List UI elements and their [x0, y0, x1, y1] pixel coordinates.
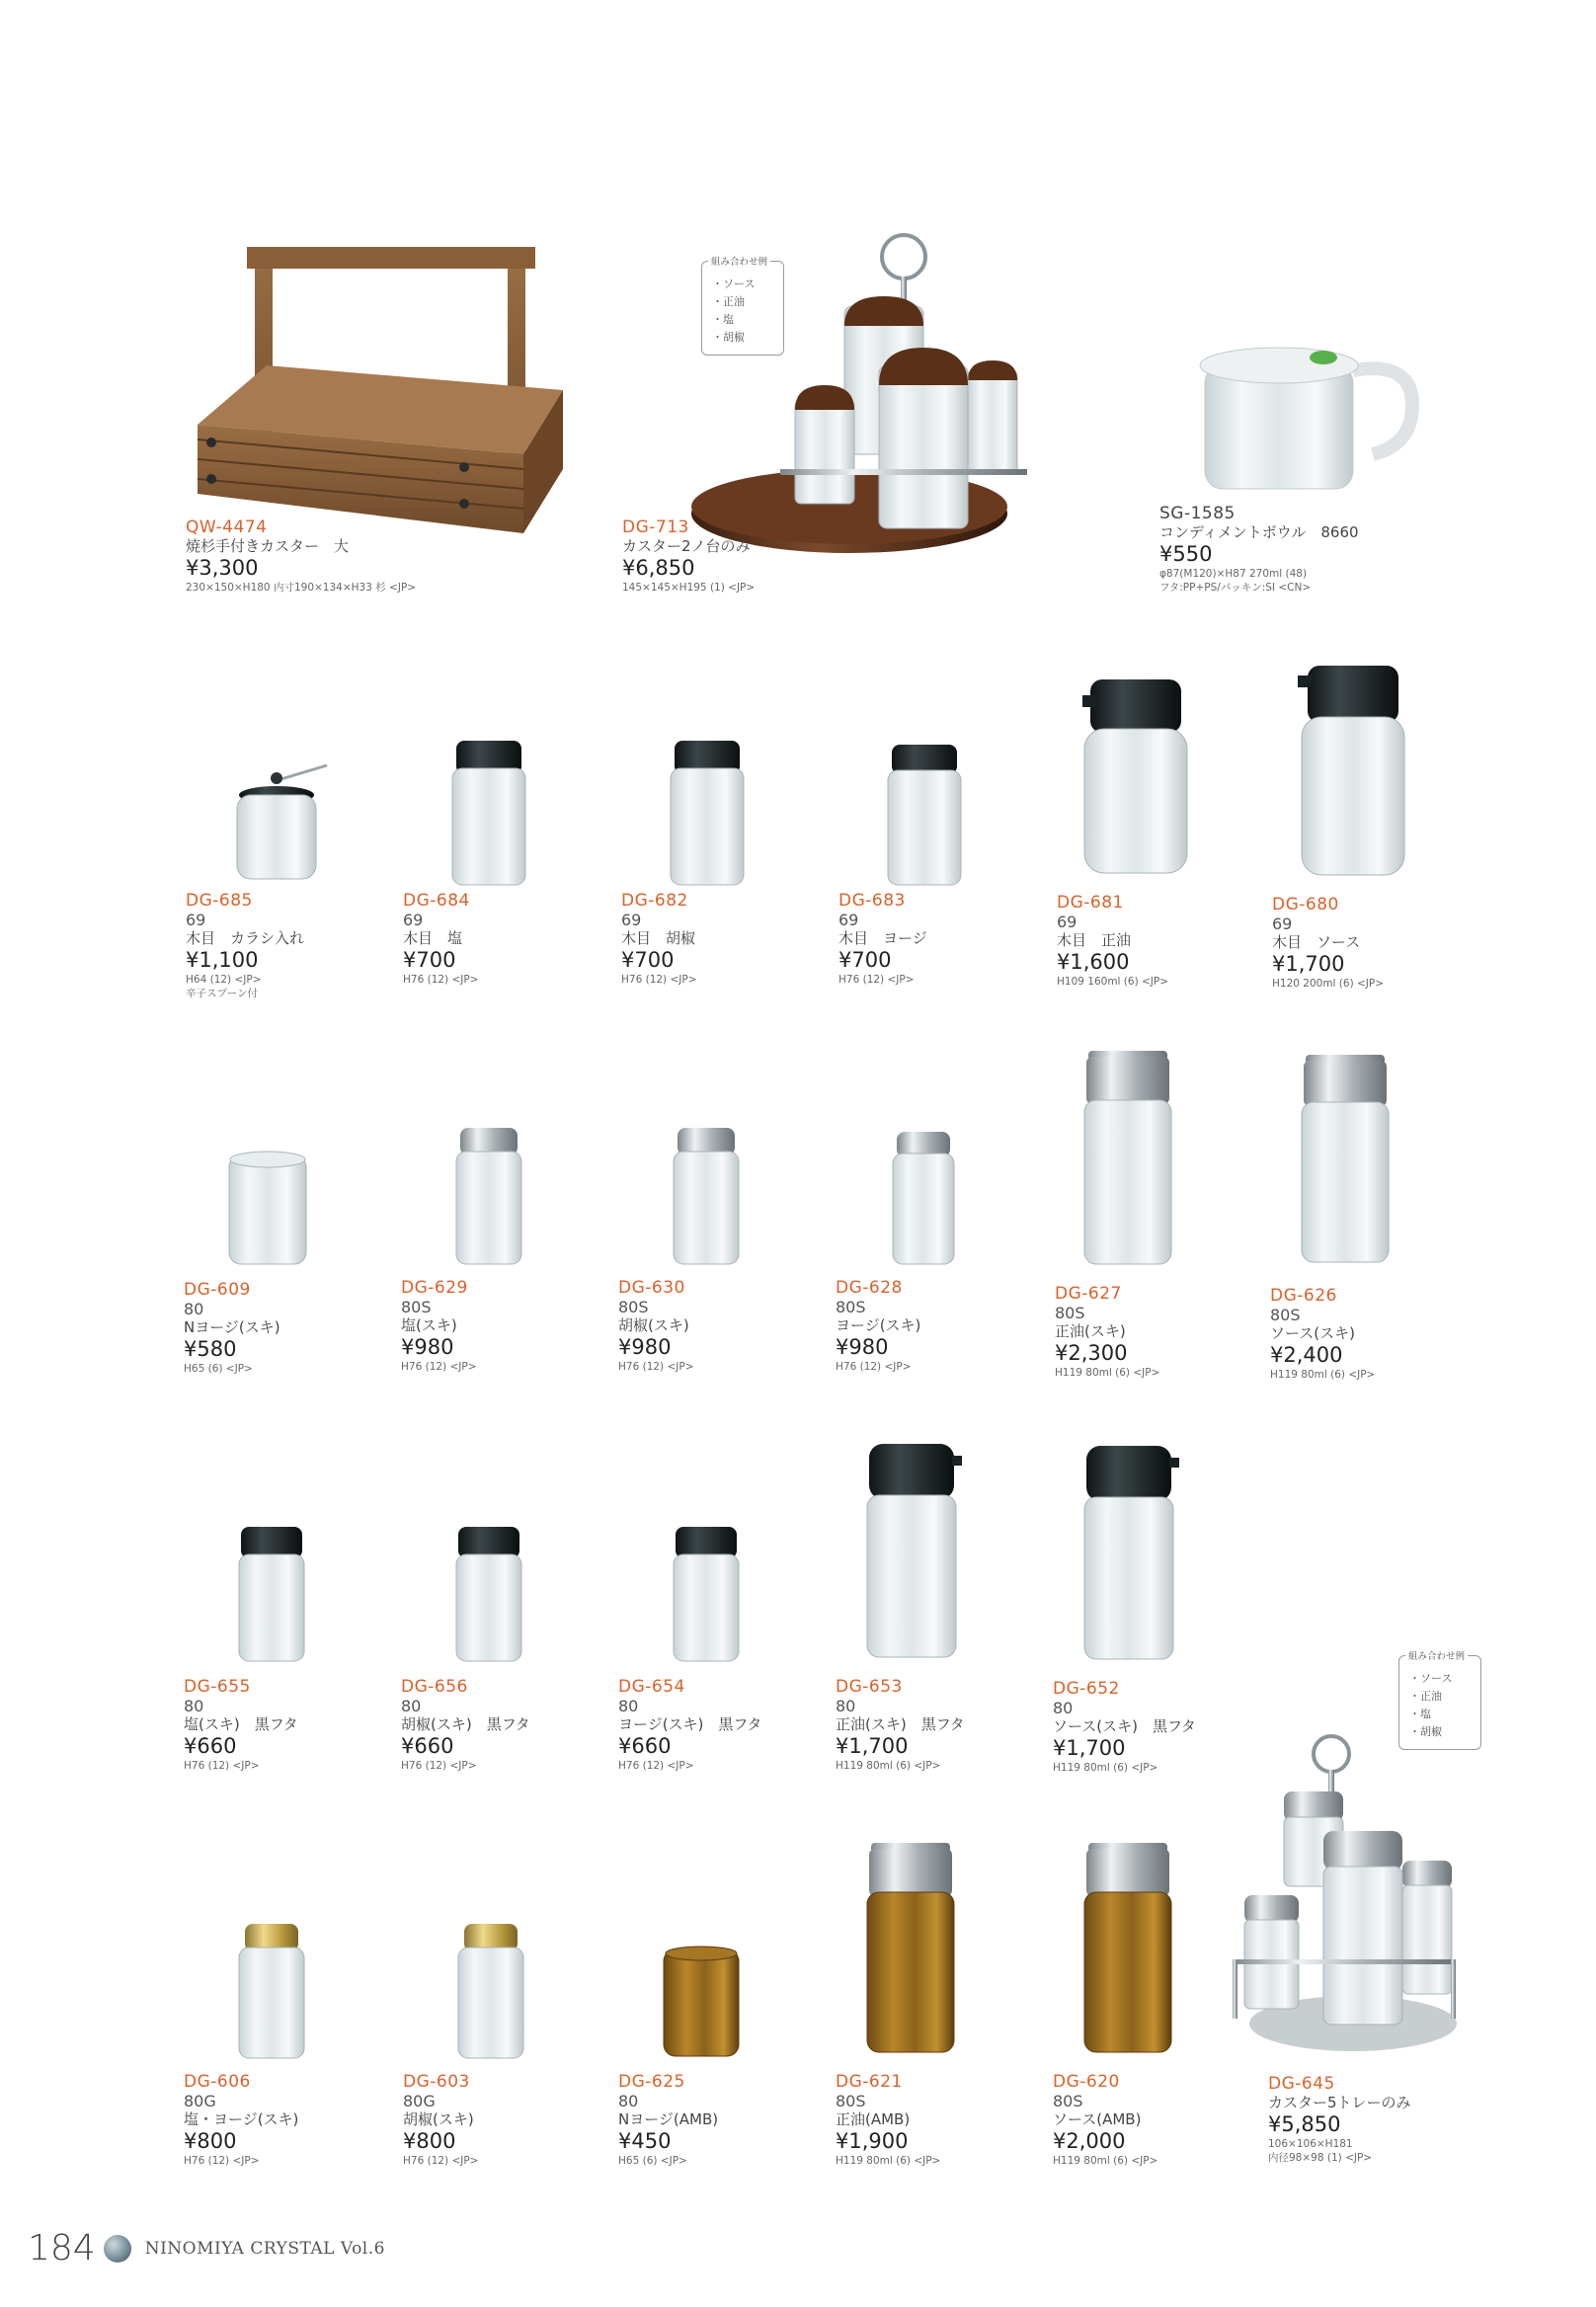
pepper-shaker-image	[658, 1128, 757, 1266]
product-spec: H119 80ml (6) <JP>	[1053, 2155, 1158, 2167]
soy-sauce-dispenser-image	[1075, 1051, 1183, 1268]
product-price: ¥800	[184, 2129, 237, 2153]
page-number: 184	[28, 2228, 96, 2268]
amber-sauce-dispenser-image	[1075, 1843, 1183, 2056]
product-code: DG-655	[184, 1677, 251, 1697]
product-name: Nヨージ(AMB)	[618, 2110, 719, 2128]
combination-example-title: 組み合わせ例	[708, 254, 770, 272]
sauce-dispenser-image	[1292, 1055, 1400, 1266]
product-dg-683	[837, 741, 1034, 1007]
product-spec: 145×145×H195 (1) <JP>	[622, 582, 756, 594]
product-name: ソース(スキ) 黒フタ	[1053, 1717, 1196, 1735]
product-series: 69	[186, 911, 206, 929]
product-code: DG-656	[401, 1677, 468, 1697]
toothpick-dispenser-image	[875, 1132, 974, 1266]
product-dg-621	[836, 1843, 1033, 2200]
product-price: ¥700	[838, 948, 892, 972]
product-spec: H76 (12) <JP>	[621, 974, 697, 986]
product-spec: H76 (12) <JP>	[184, 2155, 260, 2167]
product-name: ソース(AMB)	[1053, 2110, 1142, 2128]
product-spec: H76 (12) <JP>	[838, 974, 915, 986]
product-code: DG-680	[1272, 895, 1339, 915]
sauce-dispenser-image	[1075, 1446, 1183, 1663]
product-name: 塩・ヨージ(スキ)	[184, 2110, 299, 2128]
product-dg-630	[618, 1128, 816, 1404]
product-series: 80	[618, 2092, 639, 2110]
sauce-dispenser-image	[1288, 666, 1416, 879]
product-spec: H119 80ml (6) <JP>	[1055, 1367, 1160, 1379]
product-series: 80S	[836, 2092, 866, 2110]
product-code: DG-606	[184, 2072, 251, 2092]
product-code: DG-682	[621, 891, 688, 911]
product-name: 木目 ソース	[1272, 933, 1361, 951]
product-price: ¥1,600	[1057, 950, 1130, 974]
product-dg-620	[1053, 1843, 1250, 2200]
product-price: ¥1,700	[1053, 1736, 1126, 1760]
product-code: DG-685	[186, 891, 253, 911]
product-code: DG-645	[1268, 2074, 1335, 2094]
product-spec: H119 80ml (6) <JP>	[836, 2155, 941, 2167]
product-dg-681	[1055, 679, 1252, 1005]
product-code: DG-621	[836, 2072, 903, 2092]
product-price: ¥5,850	[1268, 2112, 1341, 2136]
combination-item: ・胡椒	[712, 331, 745, 344]
product-price: ¥1,900	[836, 2129, 909, 2153]
product-price: ¥660	[184, 1734, 237, 1758]
soy-sauce-dispenser-image	[857, 1444, 966, 1661]
product-name: ヨージ(スキ) 黒フタ	[618, 1715, 762, 1733]
product-name: 正油(スキ) 黒フタ	[836, 1715, 965, 1733]
product-code: DG-625	[618, 2072, 685, 2092]
product-price: ¥980	[836, 1335, 889, 1359]
product-code: QW-4474	[186, 517, 268, 537]
product-spec: φ87(M120)×H87 270ml (48)	[1159, 568, 1308, 580]
pepper-shaker-image	[440, 1527, 539, 1665]
product-name: 胡椒(スキ)	[403, 2110, 474, 2128]
product-price: ¥700	[403, 948, 456, 972]
product-price: ¥6,850	[622, 556, 695, 580]
product-code: DG-654	[618, 1677, 685, 1697]
product-price: ¥800	[403, 2129, 456, 2153]
product-code: DG-653	[836, 1677, 903, 1697]
product-name: 木目 塩	[403, 929, 463, 947]
product-name: 胡椒(スキ) 黒フタ	[401, 1715, 530, 1733]
product-price: ¥980	[401, 1335, 454, 1359]
product-name: 木目 胡椒	[621, 929, 696, 947]
product-spec: H76 (12) <JP>	[618, 1760, 694, 1772]
product-price: ¥2,000	[1053, 2129, 1126, 2153]
product-dg-629	[401, 1128, 598, 1404]
product-spec: H76 (12) <JP>	[618, 1361, 694, 1373]
product-name: カスター5トレーのみ	[1268, 2094, 1411, 2111]
product-spec: H119 80ml (6) <JP>	[1270, 1369, 1376, 1381]
product-name: 焼杉手付きカスター 大	[186, 537, 350, 555]
product-series: 80	[836, 1697, 856, 1715]
product-note: 辛子スプーン付	[186, 988, 258, 999]
product-name: カスター2ノ台のみ	[622, 537, 751, 555]
product-code: DG-609	[184, 1280, 251, 1300]
product-series: 80G	[403, 2092, 436, 2110]
product-series: 80	[184, 1697, 204, 1715]
product-series: 80S	[401, 1298, 432, 1316]
combination-item: ・胡椒	[1409, 1725, 1442, 1738]
product-spec: H109 160ml (6) <JP>	[1057, 976, 1169, 988]
caster-tray-set-image	[1225, 1732, 1462, 2058]
product-dg-627	[1053, 1051, 1250, 1406]
product-spec-material: フタ:PP+PS/パッキン:SI <CN>	[1159, 582, 1312, 594]
product-series: 80S	[1053, 2092, 1083, 2110]
product-price: ¥660	[618, 1734, 672, 1758]
product-sg-1585	[1156, 326, 1472, 622]
pepper-shaker-image	[442, 1924, 541, 2062]
product-spec: H76 (12) <JP>	[184, 1760, 260, 1772]
product-spec: 106×106×H181	[1268, 2138, 1353, 2150]
product-code: DG-684	[403, 891, 470, 911]
product-price: ¥2,300	[1055, 1341, 1128, 1365]
product-series: 69	[1057, 913, 1077, 931]
product-name: 塩(スキ) 黒フタ	[184, 1715, 298, 1733]
product-name: 塩(スキ)	[401, 1316, 457, 1334]
product-code: DG-713	[622, 517, 689, 537]
product-code: DG-652	[1053, 1679, 1120, 1699]
product-series: 80S	[618, 1298, 649, 1316]
toothpick-dispenser-image	[658, 1527, 757, 1665]
product-series: 69	[1272, 915, 1293, 933]
product-qw-4474	[178, 217, 593, 612]
product-code: DG-683	[838, 891, 906, 911]
combination-item: ・塩	[1409, 1708, 1431, 1720]
product-spec: H119 80ml (6) <JP>	[1053, 1762, 1158, 1774]
product-name: 正油(AMB)	[836, 2110, 911, 2128]
product-spec: H65 (6) <JP>	[184, 1363, 253, 1375]
salt-shaker-image	[440, 1128, 539, 1266]
product-name: Nヨージ(スキ)	[184, 1318, 280, 1336]
product-code: DG-620	[1053, 2072, 1120, 2092]
product-dg-626	[1270, 1055, 1477, 1406]
page-footer	[28, 2228, 385, 2268]
product-name: 木目 ヨージ	[838, 929, 927, 947]
product-price: ¥660	[401, 1734, 454, 1758]
combination-item: ・ソース	[1409, 1672, 1453, 1685]
product-spec: H64 (12) <JP>	[186, 974, 262, 986]
product-dg-606	[184, 1924, 381, 2200]
product-code: DG-627	[1055, 1284, 1122, 1304]
product-spec: H120 200ml (6) <JP>	[1272, 978, 1385, 990]
salt-shaker-image	[440, 741, 539, 889]
product-dg-625	[618, 1946, 816, 2200]
product-series: 80S	[836, 1298, 866, 1316]
combination-item: ・塩	[712, 313, 734, 326]
salt-shaker-image	[223, 1924, 322, 2062]
product-series: 80G	[184, 2092, 216, 2110]
amber-soy-sauce-dispenser-image	[857, 1843, 966, 2056]
product-spec: H76 (12) <JP>	[403, 974, 479, 986]
globe-icon	[104, 2235, 131, 2263]
wooden-caddy-image	[178, 217, 593, 543]
product-series: 80S	[1055, 1304, 1085, 1322]
amber-toothpick-holder-image	[652, 1946, 751, 2060]
product-dg-656	[401, 1527, 598, 1803]
product-spec: H76 (12) <JP>	[836, 1361, 912, 1373]
combination-item: ・ソース	[712, 278, 756, 290]
toothpick-holder-image	[219, 1150, 318, 1268]
product-spec: H119 80ml (6) <JP>	[836, 1760, 941, 1772]
product-series: 69	[838, 911, 859, 929]
product-price: ¥2,400	[1270, 1343, 1343, 1367]
product-spec: H76 (12) <JP>	[401, 1760, 477, 1772]
product-dg-652	[1053, 1446, 1250, 1803]
catalog-brand: NINOMIYA CRYSTAL Vol.6	[144, 2238, 385, 2259]
product-dg-655	[184, 1527, 381, 1803]
product-name: 正油(スキ)	[1055, 1322, 1126, 1340]
product-dg-684	[401, 741, 598, 1007]
product-price: ¥580	[184, 1337, 237, 1361]
product-series: 69	[403, 911, 424, 929]
combination-item: ・正油	[1409, 1690, 1442, 1703]
product-spec-inner: 内径98×98 (1) <JP>	[1268, 2152, 1373, 2164]
product-price: ¥550	[1159, 542, 1213, 566]
product-series: 80	[401, 1697, 422, 1715]
toothpick-holder-image	[876, 741, 975, 889]
product-code: DG-626	[1270, 1286, 1337, 1306]
product-code: SG-1585	[1159, 504, 1236, 523]
product-dg-653	[836, 1444, 1033, 1803]
product-series: 80	[184, 1300, 204, 1318]
product-spec: H76 (12) <JP>	[401, 1361, 477, 1373]
product-spec: H76 (12) <JP>	[403, 2155, 479, 2167]
product-name: ヨージ(スキ)	[836, 1316, 921, 1334]
product-name: ソース(スキ)	[1270, 1324, 1355, 1342]
product-series: 80S	[1270, 1306, 1301, 1324]
product-series: 69	[621, 911, 642, 929]
combination-example-title: 組み合わせ例	[1405, 1648, 1468, 1666]
soy-sauce-dispenser-image	[1071, 679, 1199, 877]
product-price: ¥980	[618, 1335, 672, 1359]
product-price: ¥450	[618, 2129, 672, 2153]
salt-shaker-image	[223, 1527, 322, 1665]
condiment-bowl-image	[1175, 326, 1472, 494]
product-name: 胡椒(スキ)	[618, 1316, 689, 1334]
product-spec: 230×150×H180 内寸190×134×H33 杉 <JP>	[186, 582, 417, 594]
product-dg-654	[618, 1527, 816, 1803]
product-dg-628	[836, 1132, 1033, 1404]
product-dg-680	[1272, 666, 1489, 1007]
product-dg-609	[184, 1150, 381, 1406]
product-name: 木目 正油	[1057, 931, 1132, 949]
product-code: DG-628	[836, 1278, 903, 1298]
product-code: DG-681	[1057, 893, 1124, 913]
product-dg-685	[184, 760, 381, 1017]
product-price: ¥1,100	[186, 948, 259, 972]
product-code: DG-603	[403, 2072, 470, 2092]
product-dg-682	[619, 741, 817, 1007]
product-name: コンディメントボウル 8660	[1159, 523, 1359, 541]
combination-item: ・正油	[712, 295, 745, 308]
product-series: 80	[1053, 1699, 1074, 1717]
product-price: ¥700	[621, 948, 675, 972]
product-name: 木目 カラシ入れ	[186, 929, 305, 947]
pepper-shaker-image	[659, 741, 758, 889]
product-price: ¥1,700	[836, 1734, 909, 1758]
product-code: DG-629	[401, 1278, 468, 1298]
product-dg-713	[612, 227, 1057, 612]
product-price: ¥1,700	[1272, 952, 1345, 976]
product-series: 80	[618, 1697, 639, 1715]
product-dg-603	[403, 1924, 600, 2200]
mustard-pot-image	[213, 760, 352, 889]
product-price: ¥3,300	[186, 556, 259, 580]
product-dg-645	[1225, 1732, 1481, 2187]
product-spec: H65 (6) <JP>	[618, 2155, 687, 2167]
product-code: DG-630	[618, 1278, 685, 1298]
